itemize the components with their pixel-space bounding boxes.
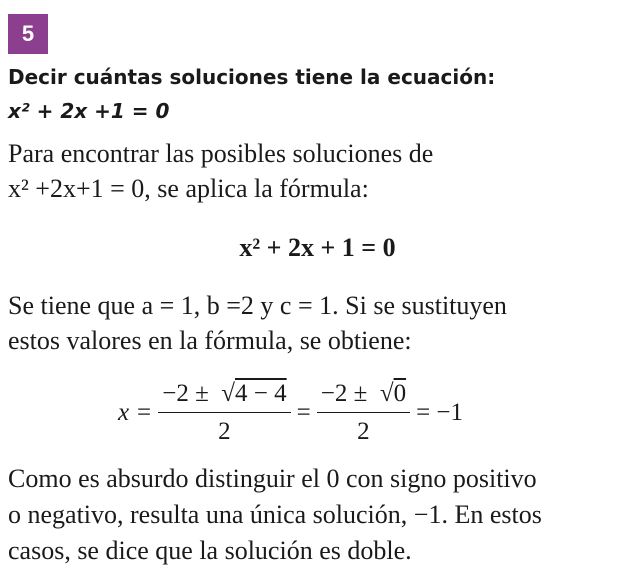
substitution-line-1: Se tiene que a = 1, b =2 y c = 1. Si se sustituyen <box>8 291 507 320</box>
conclusion-line-1: Como es absurdo distinguir el 0 con signo positivo <box>8 464 537 493</box>
conclusion-line-2: o negativo, resulta una única solución, −1. En estos <box>8 500 542 529</box>
exercise-heading: Decir cuántas soluciones tiene la ecuación: <box>8 65 496 89</box>
fraction-2 <box>317 379 410 448</box>
intro-line-2: x² +2x+1 = 0, se aplica la fórmula: <box>8 174 369 203</box>
fraction-2-denominator: 2 <box>357 417 370 445</box>
fraction-1 <box>158 379 290 448</box>
exercise-equation: x² + 2x +1 = 0 <box>8 99 170 123</box>
substitution-line-2: estos valores en la fórmula, se obtiene: <box>8 326 412 355</box>
conclusion-line-3: casos, se dice que la solución es doble. <box>8 536 412 565</box>
formula-result: = −1 <box>416 399 464 426</box>
fraction-1-radicand: 4 − 4 <box>235 379 287 407</box>
intro-line-1: Para encontrar las posibles soluciones de <box>8 139 434 168</box>
fraction-1-numerator-prefix: −2 ± <box>162 379 209 407</box>
sqrt-sign: √ <box>221 379 236 407</box>
fraction-1-numerator <box>158 379 290 413</box>
fraction-2-numerator-prefix: −2 ± <box>320 379 368 407</box>
quadratic-formula-result <box>118 378 463 448</box>
sqrt-sign: √ <box>379 379 394 407</box>
fraction-1-denominator: 2 <box>218 417 231 445</box>
fraction-2-numerator <box>317 379 410 413</box>
centered-equation: x² + 2x + 1 = 0 <box>239 233 396 262</box>
fraction-2-radicand: 0 <box>393 379 407 407</box>
exercise-number-badge: 5 <box>8 14 48 54</box>
formula-lhs: x = <box>118 399 153 426</box>
formula-equals: = <box>296 399 311 426</box>
